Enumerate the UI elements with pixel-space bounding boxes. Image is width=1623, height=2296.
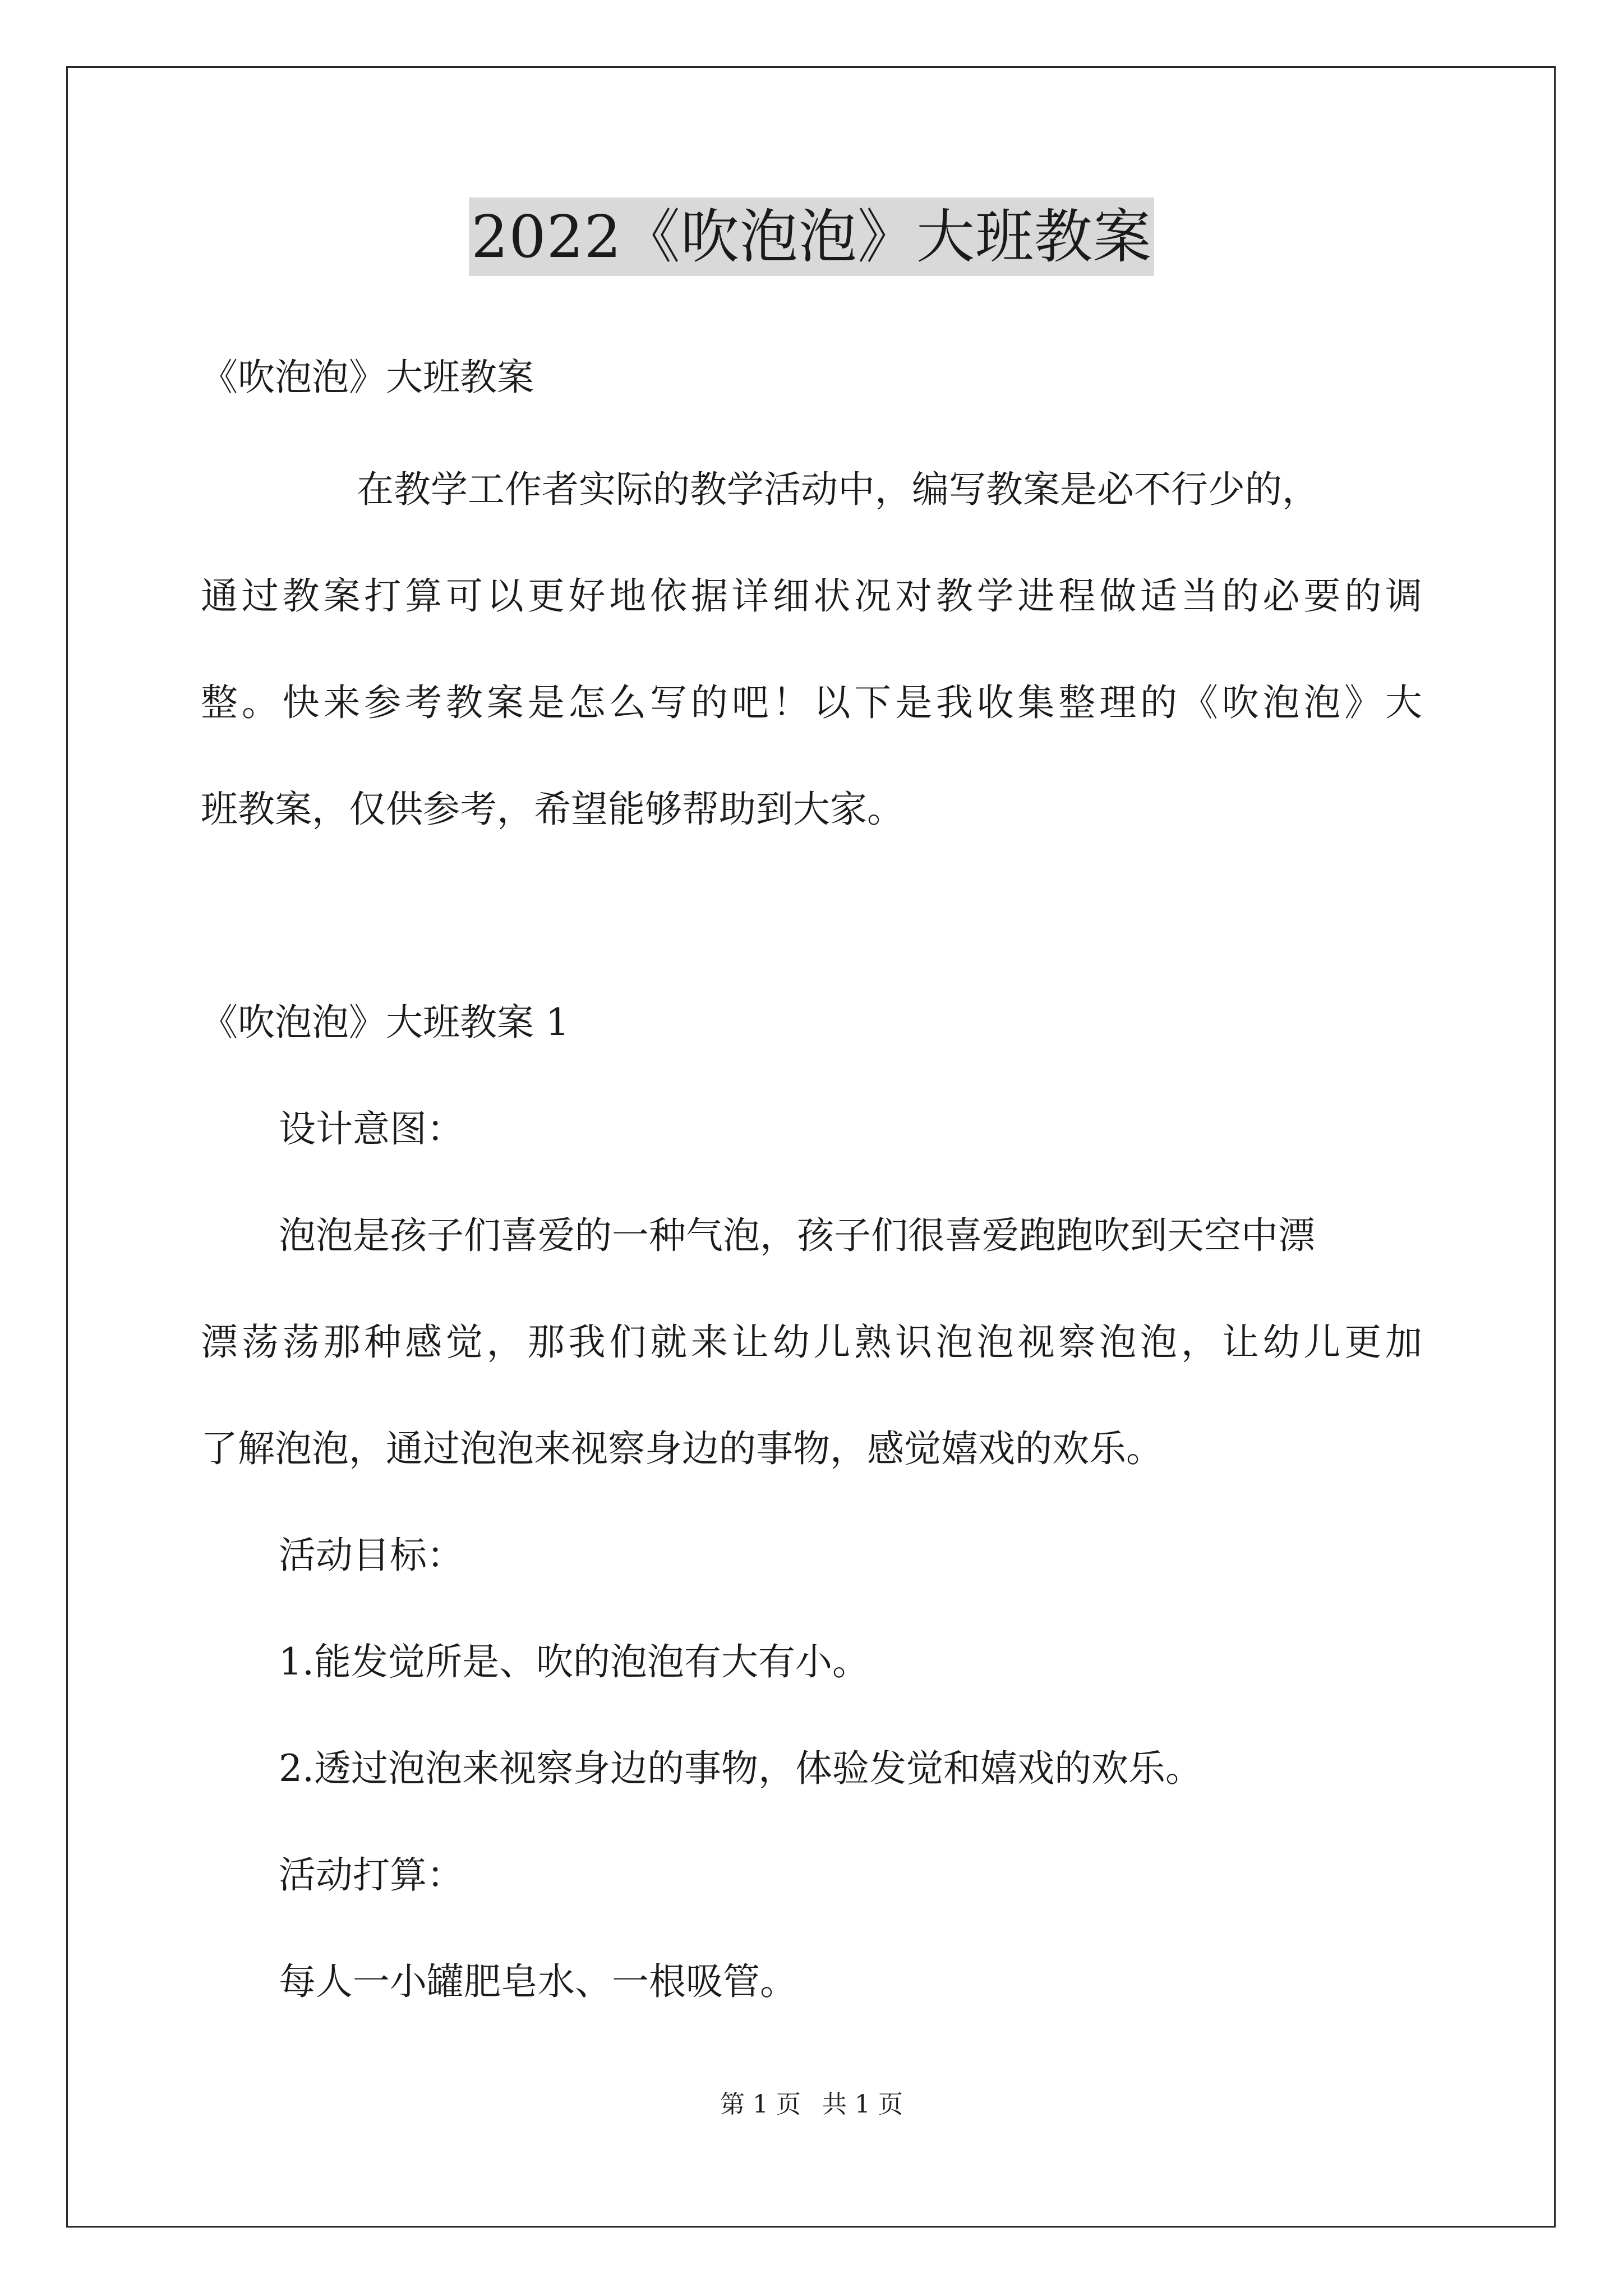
page-footer bbox=[0, 2088, 1623, 2122]
design-line-3: 了解泡泡，通过泡泡来视察身边的事物，感觉嬉戏的欢乐。 bbox=[201, 1427, 1163, 1470]
goals-label: 活动目标： bbox=[279, 1534, 464, 1577]
page-number-total: 共 1 页 bbox=[822, 2090, 903, 2119]
design-line-1: 泡泡是孩子们喜爱的一种气泡，孩子们很喜爱跑跑吹到天空中漂 bbox=[279, 1214, 1315, 1257]
document-subtitle: 《吹泡泡》大班教案 bbox=[201, 356, 534, 399]
design-line-2: 漂荡荡那种感觉，那我们就来让幼儿熟识泡泡视察泡泡，让幼儿更加 bbox=[201, 1320, 1422, 1364]
prep-label: 活动打算： bbox=[279, 1853, 464, 1897]
prep-text: 每人一小罐肥皂水、一根吸管。 bbox=[279, 1960, 797, 2003]
intro-line-1: 在教学工作者实际的教学活动中，编写教案是必不行少的， bbox=[357, 468, 1319, 511]
intro-line-4: 班教案，仅供参考，希望能够帮助到大家。 bbox=[201, 788, 904, 831]
intro-line-3: 整。快来参考教案是怎么写的吧！以下是我收集整理的《吹泡泡》大 bbox=[201, 681, 1422, 724]
goal-item-1: 1.能发觉所是、吹的泡泡有大有小。 bbox=[279, 1640, 869, 1683]
intro-line-2: 通过教案打算可以更好地依据详细状况对教学进程做适当的必要的调 bbox=[201, 574, 1422, 618]
title-container bbox=[0, 197, 1623, 276]
design-label: 设计意图： bbox=[279, 1107, 464, 1151]
goal-item-2: 2.透过泡泡来视察身边的事物，体验发觉和嬉戏的欢乐。 bbox=[279, 1747, 1202, 1790]
document-title: 2022《吹泡泡》大班教案 bbox=[469, 197, 1154, 276]
page-number-current: 第 1 页 bbox=[720, 2090, 801, 2119]
section-heading: 《吹泡泡》大班教案 1 bbox=[201, 1001, 569, 1044]
